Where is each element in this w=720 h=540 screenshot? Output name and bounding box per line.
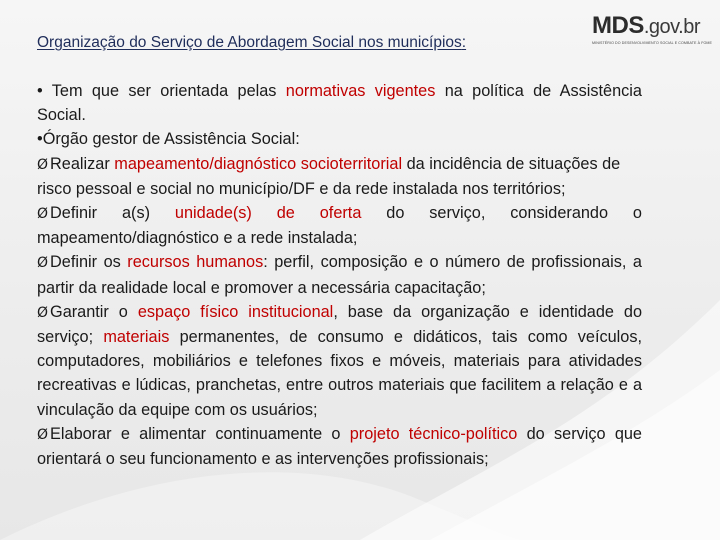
arrow-marker: Ø bbox=[37, 255, 49, 272]
item-text: da incidência de situações de bbox=[402, 154, 621, 173]
logo-wordmark bbox=[592, 13, 704, 40]
item-text: Definir os bbox=[50, 253, 128, 272]
item-text: Garantir o bbox=[50, 302, 138, 321]
item-recursos-humanos bbox=[37, 250, 642, 299]
logo-main-text: MDS bbox=[592, 12, 644, 39]
bullet-text: Tem que ser orientada pelas bbox=[51, 82, 286, 100]
bullet-marker: • bbox=[37, 130, 43, 149]
bullet-orgao-gestor bbox=[37, 127, 642, 151]
logo-suffix: .gov.br bbox=[643, 16, 701, 38]
item-text: , base da organização e identidade do serviço; bbox=[37, 302, 642, 347]
item-text: risco pessoal e social no município/DF e da rede instalada nos territórios; bbox=[37, 179, 566, 198]
item-mapeamento bbox=[37, 152, 642, 177]
item-mapeamento-line2 bbox=[37, 177, 642, 201]
item-text: permanentes, de consumo e didáticos, tais como veículos, computadores, mobiliários e telefones fixos e móveis, materiais para atividades recreativas e lúdicas, pranchetas, entre outros materiais que facilitem a relação e a vinculação da equipe com os usuários; bbox=[37, 328, 642, 419]
arrow-marker: Ø bbox=[37, 206, 49, 223]
slide-title bbox=[37, 34, 466, 52]
highlight-materiais: materiais bbox=[103, 328, 170, 347]
item-text: Definir a(s) bbox=[50, 204, 175, 223]
item-espaco-fisico bbox=[37, 300, 642, 422]
arrow-marker: Ø bbox=[37, 426, 49, 443]
item-text: Elaborar e alimentar continuamente o bbox=[50, 424, 350, 443]
highlight-normativas: normativas vigentes bbox=[285, 82, 436, 100]
bullet-marker: • bbox=[37, 82, 43, 100]
logo-tagline: MINISTÉRIO DO DESENVOLVIMENTO SOCIAL E COMBATE À FOME bbox=[592, 41, 712, 45]
arrow-marker: Ø bbox=[37, 156, 49, 173]
bullet-normativas bbox=[37, 79, 642, 127]
slide-title-colon: : bbox=[461, 34, 467, 51]
item-unidade-oferta bbox=[37, 201, 642, 250]
bullet-text: na política de Assistência Social. bbox=[37, 82, 642, 125]
highlight-espaco: espaço físico institucional bbox=[137, 302, 334, 321]
highlight-projeto: projeto técnico-político bbox=[349, 424, 518, 443]
item-text: do serviço, considerando o mapeamento/diagnóstico e a rede instalada; bbox=[37, 204, 642, 248]
item-text: Realizar bbox=[50, 154, 115, 173]
highlight-recursos: recursos humanos bbox=[127, 253, 264, 272]
item-projeto bbox=[37, 422, 642, 471]
mds-logo bbox=[592, 12, 712, 45]
bullet-text: Órgão gestor de Assistência Social: bbox=[42, 130, 300, 149]
slide-title-text: Organização do Serviço de Abordagem Social nos municípios bbox=[37, 34, 462, 51]
item-text: : perfil, composição e o número de profissionais, a partir da realidade local e promover a necessária capacitação; bbox=[37, 253, 642, 297]
item-text: do serviço que orientará o seu funcionamento e as intervenções profissionais; bbox=[37, 424, 642, 469]
highlight-unidade: unidade(s) de oferta bbox=[174, 204, 362, 223]
highlight-mapeamento: mapeamento/diagnóstico socioterritorial bbox=[114, 154, 403, 173]
slide-body bbox=[37, 79, 642, 471]
arrow-marker: Ø bbox=[37, 304, 49, 321]
